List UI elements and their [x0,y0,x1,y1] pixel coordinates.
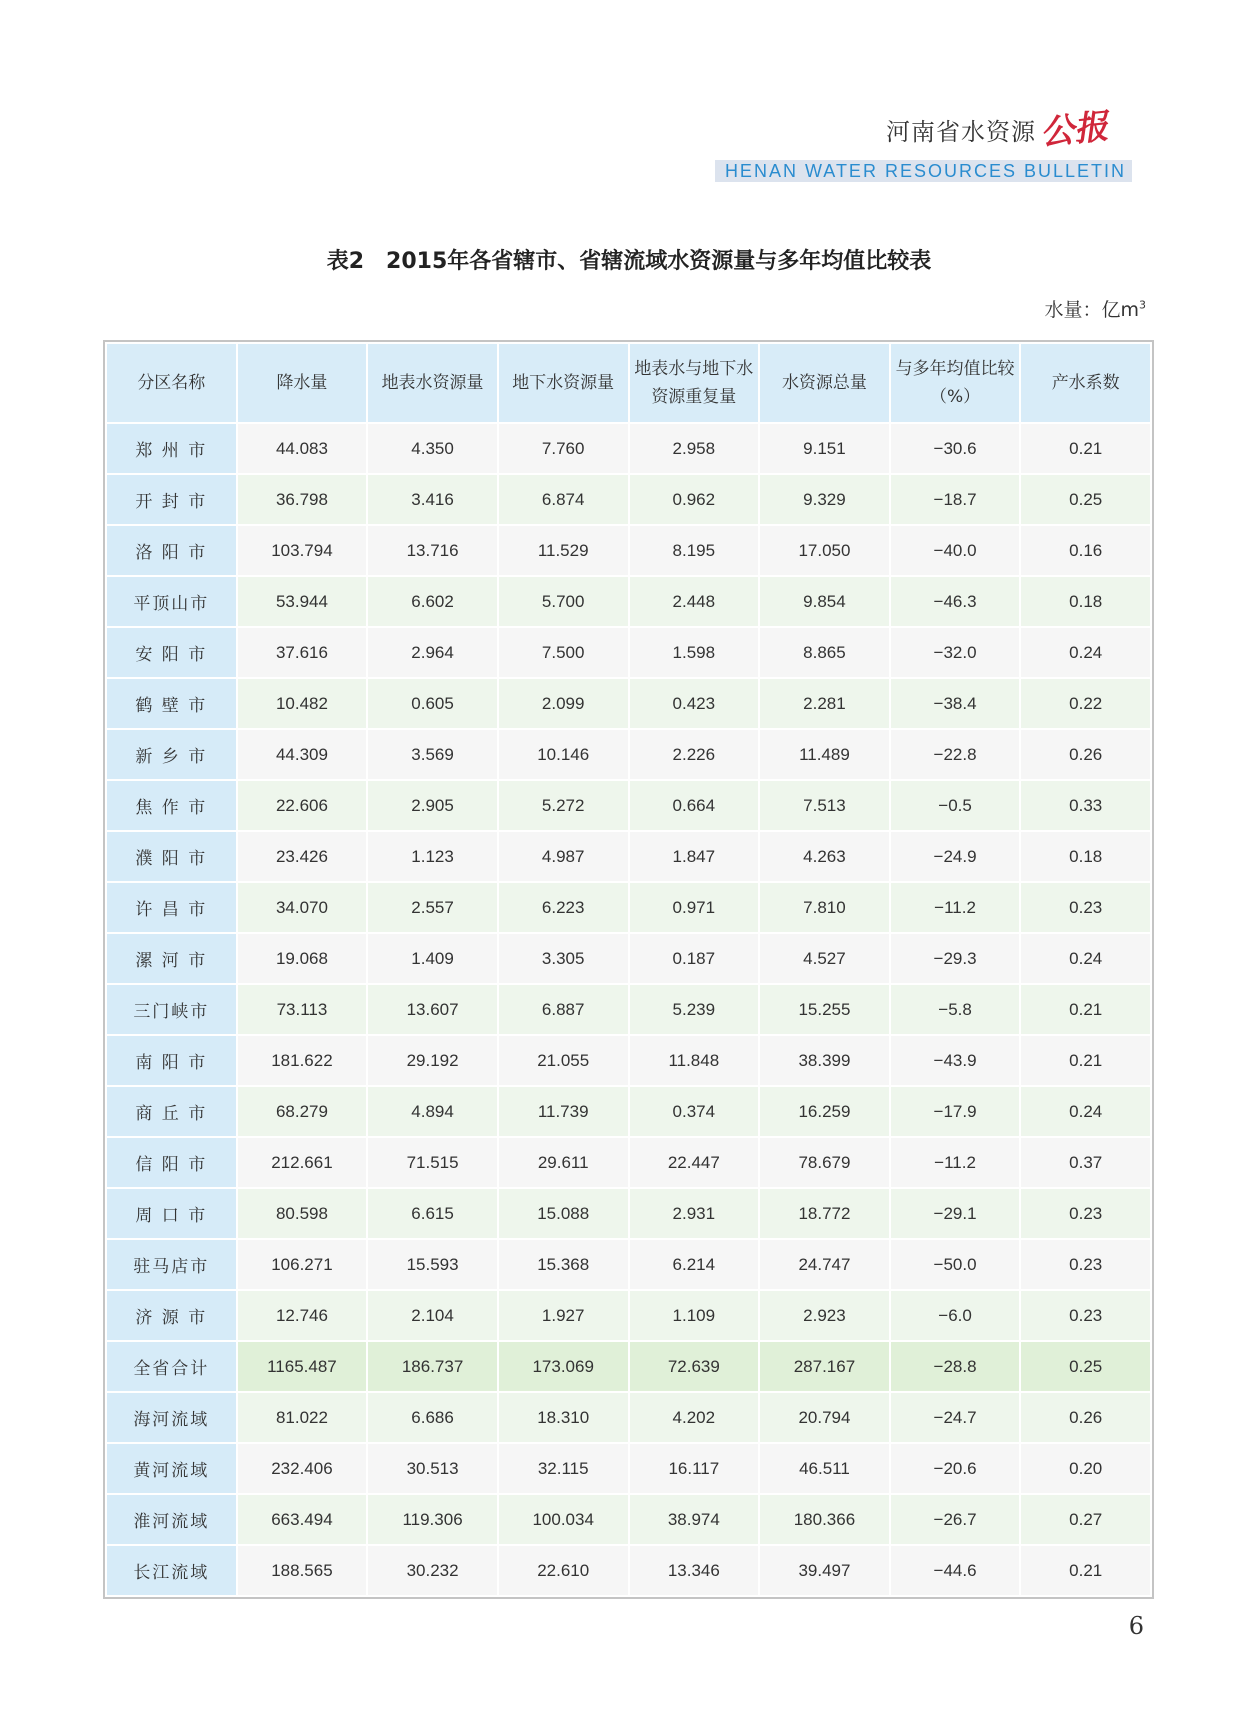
value-cell: 1.598 [630,628,759,677]
region-name-cell: 全省合计 [107,1342,236,1391]
value-cell: 13.716 [368,526,497,575]
value-cell: 11.489 [760,730,889,779]
table-row [107,883,1150,932]
value-cell: 0.37 [1021,1138,1150,1187]
value-cell: −30.6 [891,424,1020,473]
value-cell: 0.20 [1021,1444,1150,1493]
value-cell: 38.399 [760,1036,889,1085]
value-cell: 29.611 [499,1138,628,1187]
unit-label: 水量：亿$m^3$ [1044,298,1146,321]
value-cell: −26.7 [891,1495,1020,1544]
value-cell: 173.069 [499,1342,628,1391]
value-cell: 44.083 [238,424,367,473]
value-cell: 2.923 [760,1291,889,1340]
value-cell: 16.259 [760,1087,889,1136]
value-cell: 0.21 [1021,1036,1150,1085]
table-row [107,1138,1150,1187]
value-cell: 0.664 [630,781,759,830]
value-cell: 7.810 [760,883,889,932]
value-cell: 0.33 [1021,781,1150,830]
value-cell: −22.8 [891,730,1020,779]
value-cell: 0.23 [1021,1240,1150,1289]
value-cell: −44.6 [891,1546,1020,1595]
column-header: 地表水资源量 [368,344,497,422]
value-cell: 0.26 [1021,1393,1150,1442]
value-cell: 73.113 [238,985,367,1034]
value-cell: 6.874 [499,475,628,524]
value-cell: 7.513 [760,781,889,830]
value-cell: 5.239 [630,985,759,1034]
value-cell: −29.3 [891,934,1020,983]
region-name-cell: 鹤 壁 市 [107,679,236,728]
value-cell: 663.494 [238,1495,367,1544]
value-cell: 19.068 [238,934,367,983]
brand-title-cn: 河南省水资源 [886,118,1036,146]
region-name-cell: 济 源 市 [107,1291,236,1340]
value-cell: 0.605 [368,679,497,728]
value-cell: 71.515 [368,1138,497,1187]
value-cell: 12.746 [238,1291,367,1340]
region-name-cell: 濮 阳 市 [107,832,236,881]
value-cell: 15.255 [760,985,889,1034]
value-cell: −50.0 [891,1240,1020,1289]
column-header: 地表水与地下水 资源重复量 [630,344,759,422]
value-cell: 119.306 [368,1495,497,1544]
value-cell: 22.606 [238,781,367,830]
table-row [107,577,1150,626]
value-cell: 2.958 [630,424,759,473]
value-cell: 2.964 [368,628,497,677]
value-cell: 80.598 [238,1189,367,1238]
value-cell: −24.7 [891,1393,1020,1442]
value-cell: 29.192 [368,1036,497,1085]
value-cell: 10.482 [238,679,367,728]
value-cell: 0.187 [630,934,759,983]
table-row [107,628,1150,677]
value-cell: 68.279 [238,1087,367,1136]
value-cell: 0.24 [1021,628,1150,677]
value-cell: 0.24 [1021,934,1150,983]
value-cell: 24.747 [760,1240,889,1289]
value-cell: 15.368 [499,1240,628,1289]
column-header: 降水量 [238,344,367,422]
value-cell: 287.167 [760,1342,889,1391]
value-cell: −18.7 [891,475,1020,524]
region-name-cell: 驻马店市 [107,1240,236,1289]
region-name-cell: 平顶山市 [107,577,236,626]
table-title: 表2 2015年各省辖市、省辖流域水资源量与多年均值比较表 [326,249,932,274]
value-cell: 1.109 [630,1291,759,1340]
value-cell: 0.25 [1021,1342,1150,1391]
table-row [107,1087,1150,1136]
value-cell: −6.0 [891,1291,1020,1340]
value-cell: 2.104 [368,1291,497,1340]
region-name-cell: 洛 阳 市 [107,526,236,575]
value-cell: 232.406 [238,1444,367,1493]
table-header-row [107,344,1150,422]
region-name-cell: 海河流域 [107,1393,236,1442]
value-cell: 13.346 [630,1546,759,1595]
region-name-cell: 黄河流域 [107,1444,236,1493]
column-header: 分区名称 [107,344,236,422]
table-row [107,1240,1150,1289]
value-cell: 4.202 [630,1393,759,1442]
region-name-cell: 漯 河 市 [107,934,236,983]
value-cell: 6.887 [499,985,628,1034]
value-cell: 6.686 [368,1393,497,1442]
value-cell: −11.2 [891,883,1020,932]
value-cell: −46.3 [891,577,1020,626]
region-name-cell: 郑 州 市 [107,424,236,473]
value-cell: 18.772 [760,1189,889,1238]
value-cell: 7.500 [499,628,628,677]
value-cell: 180.366 [760,1495,889,1544]
value-cell: 106.271 [238,1240,367,1289]
value-cell: 0.21 [1021,985,1150,1034]
value-cell: 0.21 [1021,424,1150,473]
value-cell: −40.0 [891,526,1020,575]
value-cell: 100.034 [499,1495,628,1544]
value-cell: 0.23 [1021,1189,1150,1238]
value-cell: 39.497 [760,1546,889,1595]
value-cell: 0.22 [1021,679,1150,728]
value-cell: 22.447 [630,1138,759,1187]
table-body [107,424,1150,1595]
table-row [107,1444,1150,1493]
value-cell: 3.416 [368,475,497,524]
value-cell: −20.6 [891,1444,1020,1493]
column-header: 产水系数 [1021,344,1150,422]
value-cell: 2.226 [630,730,759,779]
value-cell: 78.679 [760,1138,889,1187]
region-name-cell: 信 阳 市 [107,1138,236,1187]
value-cell: 0.23 [1021,883,1150,932]
table-row [107,934,1150,983]
table-row [107,832,1150,881]
value-cell: 1.409 [368,934,497,983]
value-cell: 34.070 [238,883,367,932]
table-row [107,730,1150,779]
table-row [107,424,1150,473]
value-cell: 4.987 [499,832,628,881]
value-cell: 6.602 [368,577,497,626]
region-name-cell: 三门峡市 [107,985,236,1034]
value-cell: 11.848 [630,1036,759,1085]
value-cell: 1165.487 [238,1342,367,1391]
value-cell: 7.760 [499,424,628,473]
region-name-cell: 安 阳 市 [107,628,236,677]
value-cell: 53.944 [238,577,367,626]
region-name-cell: 商 丘 市 [107,1087,236,1136]
value-cell: 21.055 [499,1036,628,1085]
value-cell: 18.310 [499,1393,628,1442]
value-cell: 20.794 [760,1393,889,1442]
brand-title-en: HENAN WATER RESOURCES BULLETIN [715,160,1132,182]
value-cell: 188.565 [238,1546,367,1595]
value-cell: 4.527 [760,934,889,983]
column-header: 与多年均值比较 （%） [891,344,1020,422]
value-cell: 181.622 [238,1036,367,1085]
value-cell: 30.513 [368,1444,497,1493]
value-cell: 2.931 [630,1189,759,1238]
region-name-cell: 焦 作 市 [107,781,236,830]
value-cell: 1.123 [368,832,497,881]
column-header: 水资源总量 [760,344,889,422]
value-cell: 44.309 [238,730,367,779]
table-row [107,985,1150,1034]
value-cell: 186.737 [368,1342,497,1391]
value-cell: 1.847 [630,832,759,881]
table-row [107,526,1150,575]
value-cell: 103.794 [238,526,367,575]
value-cell: 0.24 [1021,1087,1150,1136]
table-row [107,781,1150,830]
value-cell: 16.117 [630,1444,759,1493]
table-row [107,1291,1150,1340]
value-cell: 38.974 [630,1495,759,1544]
water-resources-table [103,340,1154,1599]
value-cell: 6.223 [499,883,628,932]
value-cell: 3.569 [368,730,497,779]
table-row [107,1495,1150,1544]
table-row [107,1393,1150,1442]
value-cell: 2.557 [368,883,497,932]
value-cell: 36.798 [238,475,367,524]
value-cell: 2.281 [760,679,889,728]
value-cell: 0.27 [1021,1495,1150,1544]
value-cell: 5.700 [499,577,628,626]
value-cell: −38.4 [891,679,1020,728]
table-row [107,679,1150,728]
value-cell: 4.350 [368,424,497,473]
region-name-cell: 长江流域 [107,1546,236,1595]
value-cell: 2.099 [499,679,628,728]
brand-logo: 公报 [1038,106,1110,154]
value-cell: −5.8 [891,985,1020,1034]
value-cell: −28.8 [891,1342,1020,1391]
value-cell: 15.593 [368,1240,497,1289]
value-cell: 9.854 [760,577,889,626]
region-name-cell: 许 昌 市 [107,883,236,932]
value-cell: 30.232 [368,1546,497,1595]
value-cell: 46.511 [760,1444,889,1493]
value-cell: 0.26 [1021,730,1150,779]
value-cell: 72.639 [630,1342,759,1391]
value-cell: 212.661 [238,1138,367,1187]
value-cell: 17.050 [760,526,889,575]
value-cell: 37.616 [238,628,367,677]
value-cell: 10.146 [499,730,628,779]
value-cell: 6.615 [368,1189,497,1238]
value-cell: 0.18 [1021,577,1150,626]
value-cell: 0.18 [1021,832,1150,881]
value-cell: −29.1 [891,1189,1020,1238]
value-cell: −32.0 [891,628,1020,677]
value-cell: 9.151 [760,424,889,473]
region-name-cell: 淮河流域 [107,1495,236,1544]
value-cell: 0.21 [1021,1546,1150,1595]
value-cell: −0.5 [891,781,1020,830]
table-row [107,1342,1150,1391]
table-row [107,1189,1150,1238]
region-name-cell: 南 阳 市 [107,1036,236,1085]
bulletin-brand [886,106,1110,154]
value-cell: 81.022 [238,1393,367,1442]
value-cell: 0.971 [630,883,759,932]
value-cell: −24.9 [891,832,1020,881]
value-cell: 22.610 [499,1546,628,1595]
value-cell: −11.2 [891,1138,1020,1187]
region-name-cell: 周 口 市 [107,1189,236,1238]
value-cell: −17.9 [891,1087,1020,1136]
value-cell: 4.894 [368,1087,497,1136]
region-name-cell: 开 封 市 [107,475,236,524]
region-name-cell: 新 乡 市 [107,730,236,779]
page-number: 6 [1128,1612,1144,1640]
value-cell: 11.739 [499,1087,628,1136]
value-cell: 5.272 [499,781,628,830]
value-cell: 0.374 [630,1087,759,1136]
value-cell: 3.305 [499,934,628,983]
value-cell: 8.865 [760,628,889,677]
column-header: 地下水资源量 [499,344,628,422]
value-cell: 2.448 [630,577,759,626]
table-row [107,475,1150,524]
value-cell: 8.195 [630,526,759,575]
value-cell: 6.214 [630,1240,759,1289]
value-cell: 0.423 [630,679,759,728]
table-row [107,1546,1150,1595]
value-cell: 1.927 [499,1291,628,1340]
value-cell: 13.607 [368,985,497,1034]
value-cell: 15.088 [499,1189,628,1238]
value-cell: 0.23 [1021,1291,1150,1340]
value-cell: 0.16 [1021,526,1150,575]
value-cell: 0.962 [630,475,759,524]
value-cell: 9.329 [760,475,889,524]
value-cell: 32.115 [499,1444,628,1493]
table-row [107,1036,1150,1085]
value-cell: 4.263 [760,832,889,881]
value-cell: 0.25 [1021,475,1150,524]
value-cell: 23.426 [238,832,367,881]
value-cell: 11.529 [499,526,628,575]
value-cell: 2.905 [368,781,497,830]
value-cell: −43.9 [891,1036,1020,1085]
